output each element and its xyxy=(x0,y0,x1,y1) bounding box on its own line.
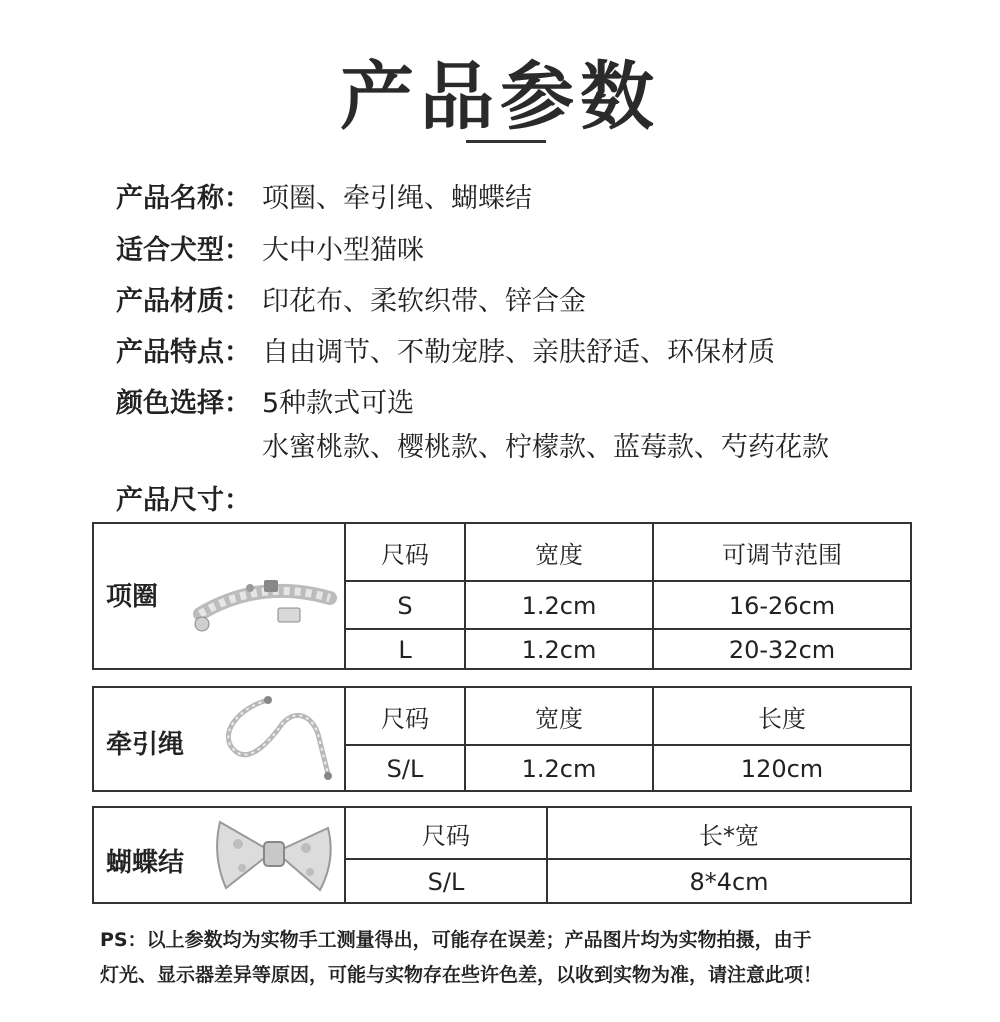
title-underline xyxy=(466,140,546,143)
product-name: 项圈 xyxy=(106,582,159,612)
table-cell: 1.2cm xyxy=(464,582,652,630)
size-table-leash xyxy=(92,686,912,792)
table-cell: 20-32cm xyxy=(652,630,910,670)
spec-value: 自由调节、不勒宠脖、亲肤舒适、环保材质 xyxy=(262,337,775,368)
collar-image xyxy=(190,558,340,638)
table-cell: S/L xyxy=(386,755,424,783)
size-table-collar xyxy=(92,522,912,670)
table-cell: 1.2cm xyxy=(464,746,652,792)
page-title: 产品参数 xyxy=(340,54,660,140)
spec-material xyxy=(116,279,586,318)
product-cell xyxy=(94,524,346,668)
table-row xyxy=(346,580,910,630)
table-cell: S xyxy=(397,592,413,620)
spec-value: 项圈、牵引绳、蝴蝶结 xyxy=(262,183,532,214)
bowtie-image xyxy=(212,816,336,896)
header-row xyxy=(346,688,910,744)
spec-label: 产品材质： xyxy=(116,286,251,317)
spec-value: 大中小型猫咪 xyxy=(262,235,424,266)
table-row xyxy=(346,858,910,904)
table-cell: S/L xyxy=(427,868,465,896)
spec-size xyxy=(116,478,262,517)
ps-note-line-2: 灯光、显示器差异等原因，可能与实物存在些许色差，以收到实物为准，请注意此项！ xyxy=(100,964,823,986)
spec-suitable-type xyxy=(116,228,424,267)
header-cell: 宽度 xyxy=(464,524,652,580)
table-row xyxy=(346,628,910,670)
spec-value: 印花布、柔软织带、锌合金 xyxy=(262,286,586,317)
table-cell: 120cm xyxy=(652,746,910,792)
product-cell xyxy=(94,808,346,902)
header-cell: 可调节范围 xyxy=(652,524,910,580)
header-cell: 长*宽 xyxy=(546,808,910,858)
table-cell: 1.2cm xyxy=(464,630,652,670)
header-cell: 尺码 xyxy=(381,540,429,569)
spec-label: 产品尺寸： xyxy=(116,485,251,516)
table-cell: L xyxy=(398,636,412,664)
spec-label: 颜色选择： xyxy=(116,388,251,419)
spec-value: 5种款式可选 xyxy=(262,388,415,419)
header-cell: 宽度 xyxy=(464,688,652,744)
collar-grid xyxy=(346,524,910,668)
header-cell: 尺码 xyxy=(381,704,429,733)
header-row xyxy=(346,524,910,580)
product-name: 蝴蝶结 xyxy=(106,848,185,878)
table-row xyxy=(346,744,910,792)
product-cell xyxy=(94,688,346,790)
spec-label: 产品特点： xyxy=(116,337,251,368)
spec-label: 产品名称： xyxy=(116,183,251,214)
spec-label: 适合犬型： xyxy=(116,235,251,266)
spec-value-styles: 水蜜桃款、樱桃款、柠檬款、蓝莓款、芍药花款 xyxy=(262,432,829,463)
spec-features xyxy=(116,330,775,369)
ps-note-line-1: PS：以上参数均为实物手工测量得出，可能存在误差；产品图片均为实物拍摄，由于 xyxy=(100,929,812,951)
header-cell: 长度 xyxy=(652,688,910,744)
leash-grid xyxy=(346,688,910,790)
spec-product-name xyxy=(116,176,532,215)
header-row xyxy=(346,808,910,858)
header-cell: 尺码 xyxy=(422,821,470,850)
product-name: 牵引绳 xyxy=(106,730,185,760)
leash-image xyxy=(208,694,338,786)
size-table-bowtie xyxy=(92,806,912,904)
table-cell: 16-26cm xyxy=(652,582,910,630)
spec-color xyxy=(116,381,829,463)
bowtie-grid xyxy=(346,808,910,902)
table-cell: 8*4cm xyxy=(546,860,910,904)
